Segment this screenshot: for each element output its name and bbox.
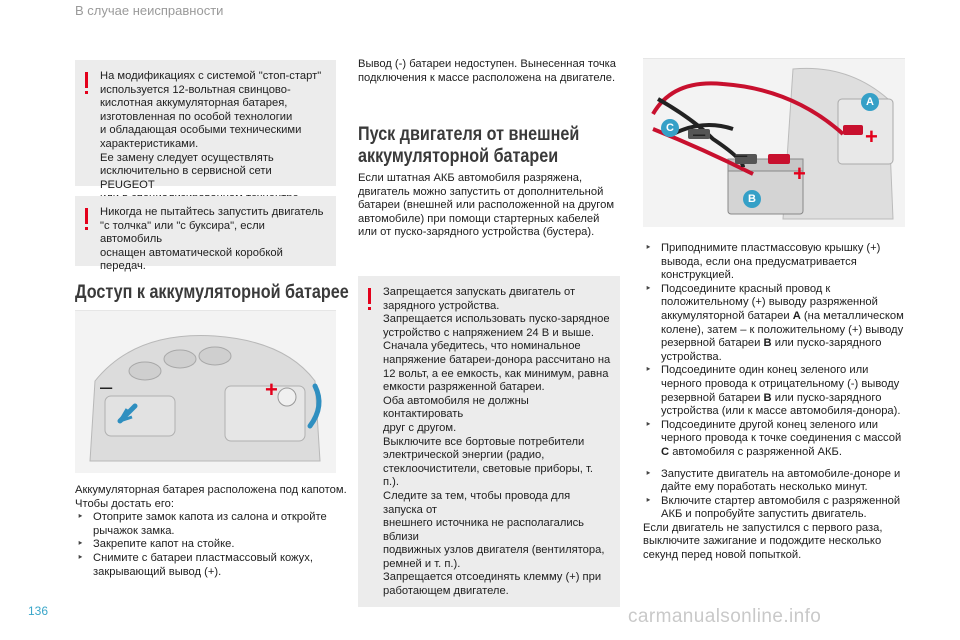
- jump-start-heading-line2: аккумуляторной батареи: [358, 146, 559, 167]
- warning-icon: [85, 72, 88, 88]
- callout-a: A: [861, 93, 879, 111]
- jump-start-warning-text: Запрещается запускать двигатель от зарядного устройства. Запрещается использовать пуско-зарядное устройство с напряжением 24 В и выше. Сначала убедитесь, что номинальное напряжение батареи-донора рассчитано на 12 вольт, а ее емкость, как минимум, равна емкости разряженной батареи. Оба автомобиля не должны контактировать друг с другом. Выключите все бортовые потребители электрической энергии (радио, стеклоочистители, световые приборы, т. п.). Следите за тем, чтобы провода для запуска от внешнего источника не располагались вблизи подвижных узлов двигателя (вентилятора, ремней и т. п.). Запрещается отсоединять клемму (+) при работающем двигателе.: [383, 286, 611, 598]
- plus-sign: +: [265, 377, 278, 402]
- engine-bay-illustration: [75, 310, 336, 473]
- start-steps: [643, 468, 908, 522]
- minus-sign: –: [735, 142, 748, 167]
- list-item: ‣ Подсоедините красный провод к положительному (+) выводу разряженной аккумуляторной батареи A (на металлическом колене), затем – к положительному (+) выводу резервной батареи B или пуско-зарядного устройства.: [643, 283, 908, 365]
- push-start-warning-box: [75, 196, 336, 273]
- access-intro: Аккумуляторная батарея расположена под капотом. Чтобы достать его:: [75, 484, 347, 510]
- push-start-warning-text: Никогда не пытайтесь запустить двигатель "с толчка" или "с буксира", если автомобиль оснащен автоматической коробкой передач.: [100, 206, 324, 273]
- callout-b: B: [743, 190, 761, 208]
- list-item: ‣ Приподнимите пластмассовую крышку (+) вывода, если она предусматривается конструкцией.: [643, 242, 908, 283]
- jump-start-heading-line1: Пуск двигателя от внешней: [358, 124, 580, 145]
- stop-start-warning-box: [75, 60, 336, 191]
- plus-sign: +: [865, 124, 878, 149]
- list-item: ‣ Подсоедините другой конец зеленого или черного провода к точке соединения с массой C автомобиля с разряженной АКБ.: [643, 419, 908, 460]
- warning-icon: [85, 208, 88, 224]
- minus-sign: –: [693, 121, 706, 146]
- jump-start-warning-box: [358, 276, 620, 607]
- callout-c: C: [661, 119, 679, 137]
- ground-point-note: Вывод (-) батареи недоступен. Вынесенная точка подключения к массе расположена на двигателе.: [358, 58, 617, 84]
- page-number: 136: [28, 604, 49, 618]
- list-item: ‣ Подсоедините один конец зеленого или черного провода к отрицательному (-) выводу резервной батареи B или пуско-зарядного устройства (или к массе автомобиля-донора).: [643, 364, 908, 418]
- list-item: ‣ Отоприте замок капота из салона и откройте рычажок замка.: [75, 511, 350, 538]
- list-item: ‣ Включите стартер автомобиля с разряженной АКБ и попробуйте запустить двигатель.: [643, 495, 908, 522]
- battery-access-heading: Доступ к аккумуляторной батарее: [75, 282, 349, 303]
- jump-cable-illustration: [643, 58, 905, 227]
- minus-sign: –: [100, 374, 113, 399]
- list-item: ‣ Закрепите капот на стойке.: [75, 538, 350, 552]
- jump-start-description: Если штатная АКБ автомобиля разряжена, двигатель можно запустить от дополнительной батареи (внешней или расположенной на другом автомобиле) при помощи стартерных кабелей или от пуско-зарядного устройства (бустера).: [358, 172, 615, 239]
- list-item: ‣ Снимите с батареи пластмассовый кожух, закрывающий вывод (+).: [75, 552, 350, 579]
- plus-sign: +: [793, 161, 806, 186]
- warning-icon: [368, 288, 371, 304]
- connection-steps: [643, 242, 908, 460]
- access-steps: [75, 511, 350, 579]
- stop-start-warning-text: На модификациях с системой "стоп-старт" используется 12-вольтная свинцово- кислотная аккумуляторная батарея, изготовленная по особой технологии и обладающая особыми техническими характеристиками. Ее замену следует осуществлять исключительно в сервисной сети PEUGEOT: [100, 70, 322, 191]
- retry-note: Если двигатель не запустился с первого раза, выключите зажигание и подождите несколько секунд перед новой попыткой.: [643, 521, 883, 562]
- list-item: ‣ Запустите двигатель на автомобиле-доноре и дайте ему поработать несколько минут.: [643, 468, 908, 495]
- watermark: carmanualsonline.info: [628, 606, 822, 627]
- section-title: В случае неисправности: [75, 3, 224, 18]
